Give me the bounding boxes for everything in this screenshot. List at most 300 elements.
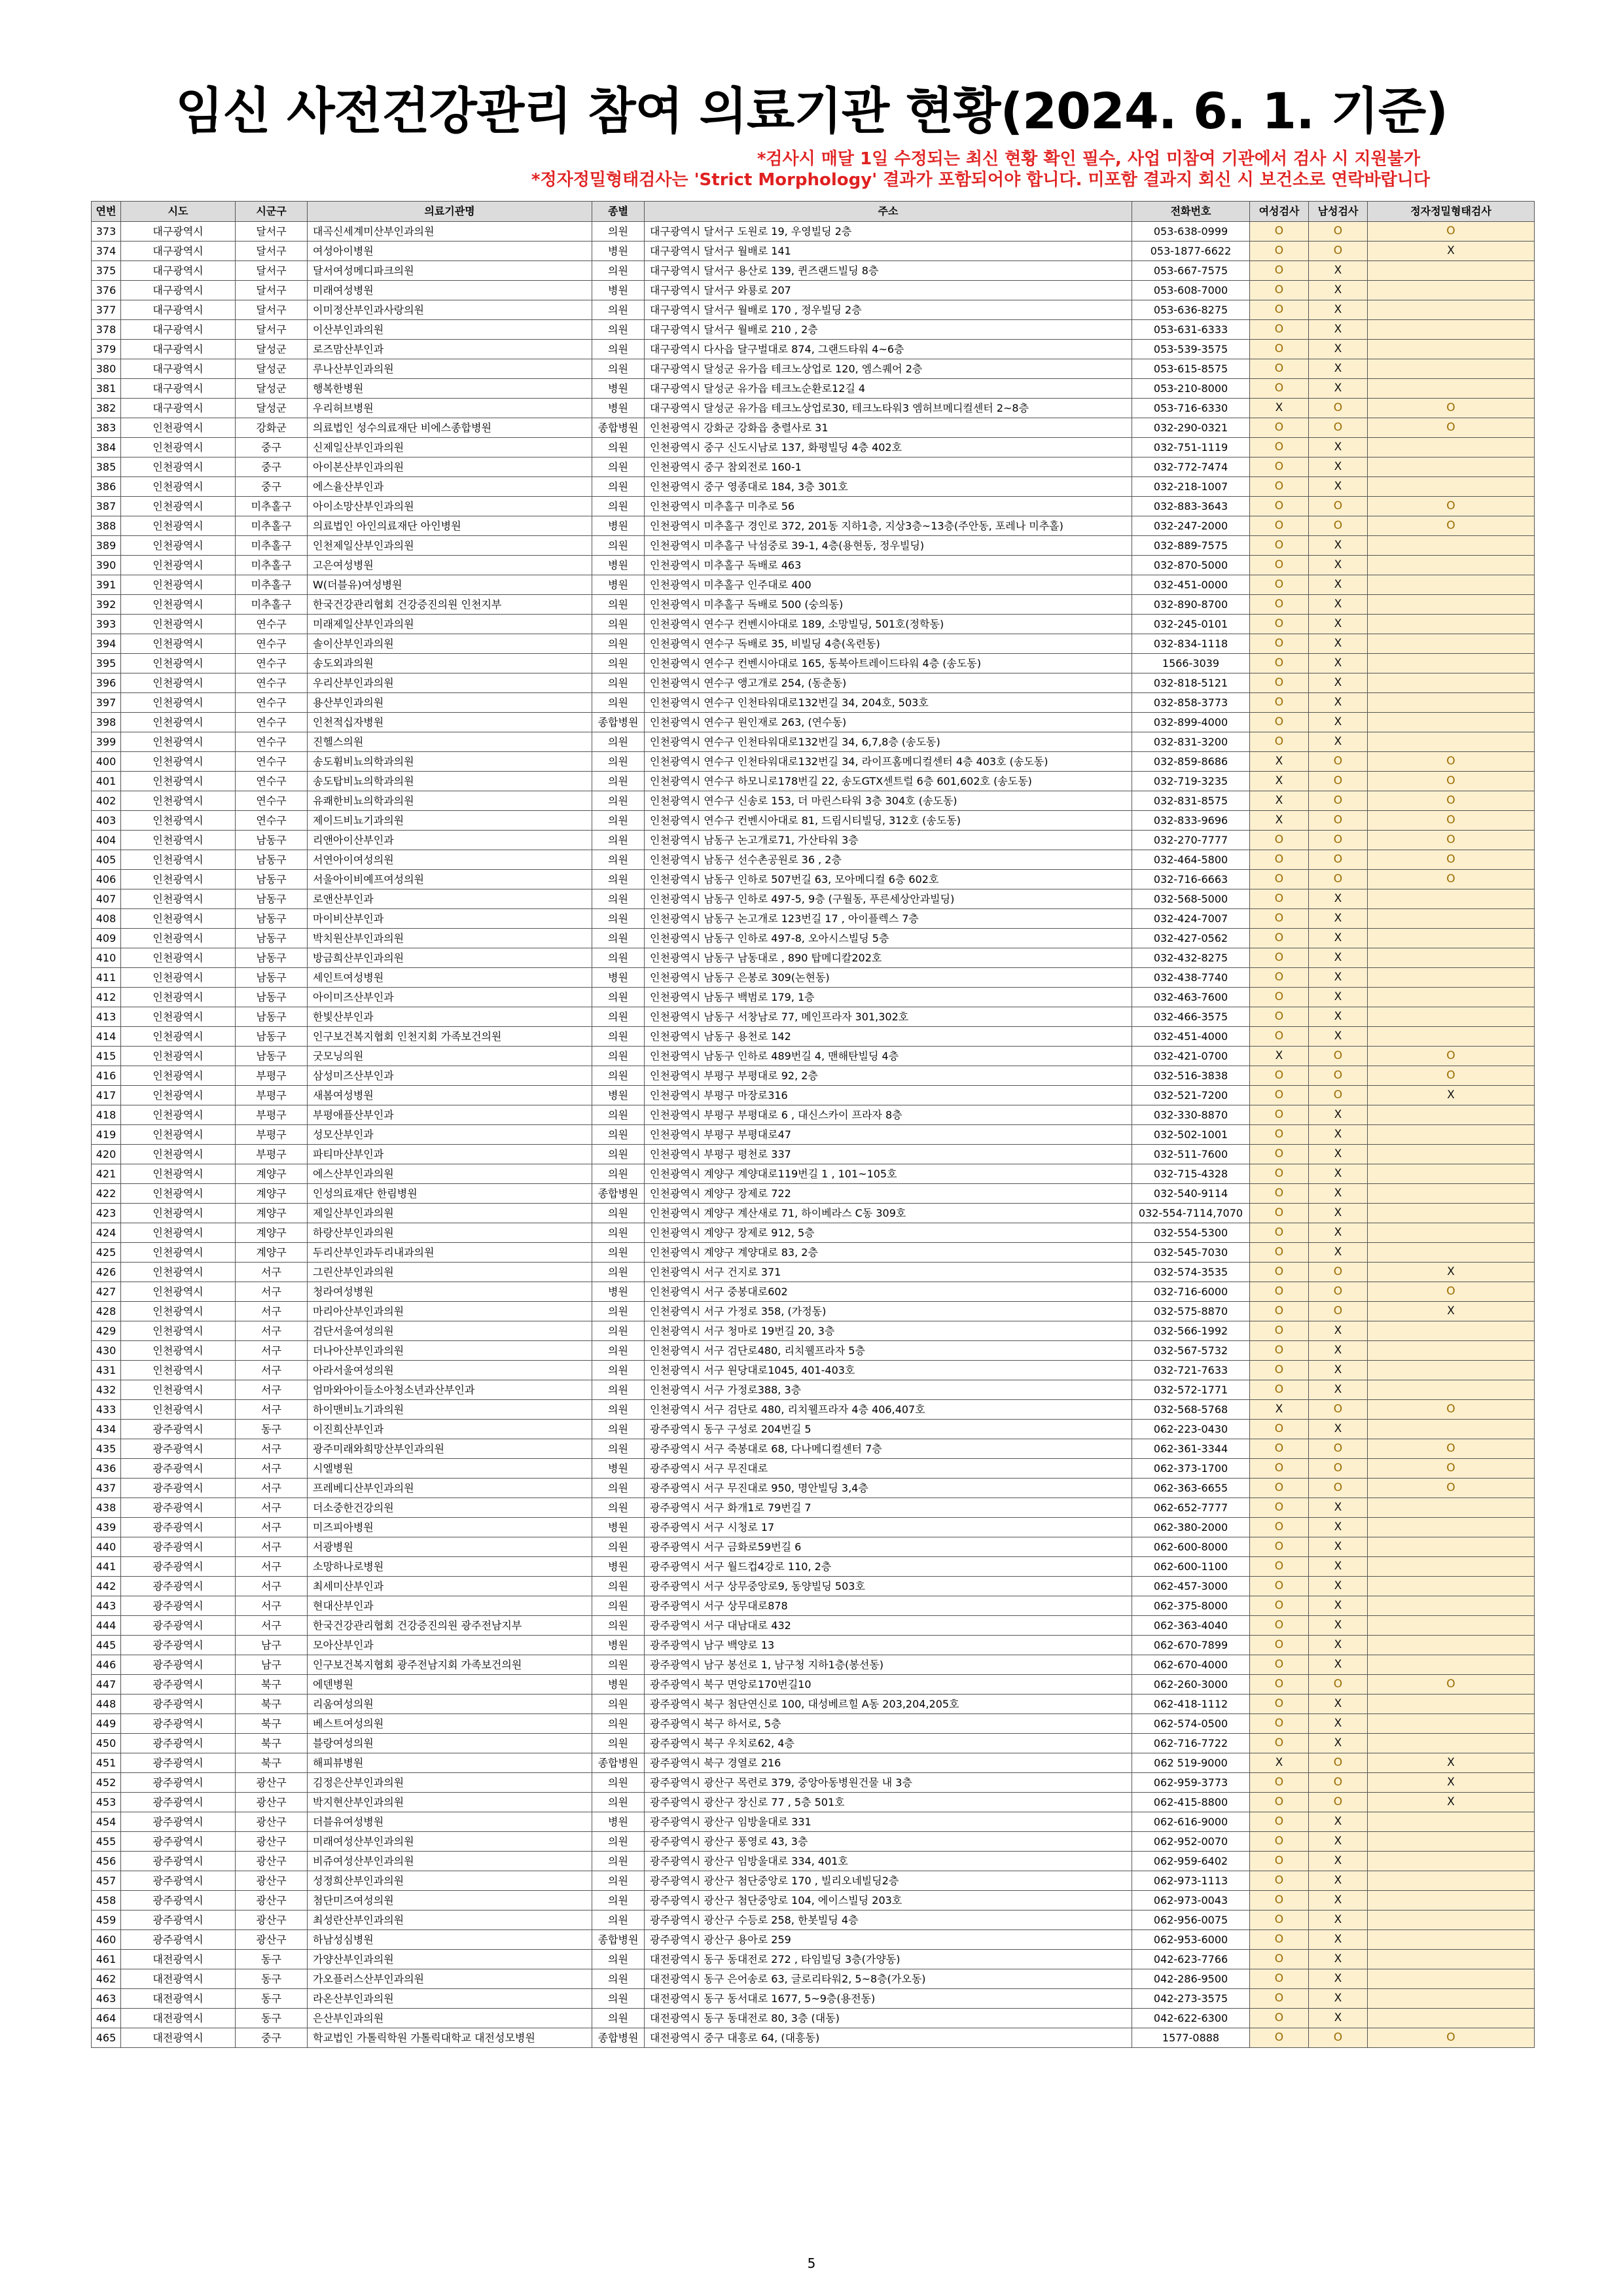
male-test: O	[1309, 791, 1368, 811]
male-test: X	[1309, 929, 1368, 948]
institution-type: 의원	[592, 811, 645, 831]
address: 인천광역시 서구 검단로 480, 리치웰프라자 4층 406,407호	[645, 1400, 1132, 1420]
institution-type: 의원	[592, 1047, 645, 1066]
institution-type: 의원	[592, 457, 645, 477]
table-row	[92, 1204, 1535, 1223]
female-test: O	[1250, 575, 1309, 595]
table-row	[92, 850, 1535, 870]
institution-type: 의원	[592, 673, 645, 693]
institution-type: 병원	[592, 399, 645, 418]
phone: 062-415-8800	[1132, 1793, 1250, 1812]
sperm-morphology-test: O	[1368, 772, 1535, 791]
address: 대구광역시 달성군 유가읍 테크노상업로 120, 엠스퀘어 2층	[645, 359, 1132, 379]
institution-type: 의원	[592, 929, 645, 948]
province: 광주광역시	[121, 1871, 236, 1891]
institution-name: 청라여성병원	[308, 1282, 592, 1302]
district: 계양구	[236, 1184, 308, 1204]
row-number: 448	[92, 1695, 121, 1714]
row-number: 429	[92, 1321, 121, 1341]
province: 대구광역시	[121, 340, 236, 359]
phone: 032-716-6000	[1132, 1282, 1250, 1302]
district: 서구	[236, 1361, 308, 1380]
institution-name: 한빛산부인과	[308, 1007, 592, 1027]
female-test: O	[1250, 1282, 1309, 1302]
address: 인천광역시 서구 중봉대로602	[645, 1282, 1132, 1302]
male-test: O	[1309, 242, 1368, 261]
row-number: 392	[92, 595, 121, 615]
phone: 032-545-7030	[1132, 1243, 1250, 1263]
sperm-morphology-test	[1368, 1204, 1535, 1223]
province: 광주광역시	[121, 1832, 236, 1852]
institution-type: 종합병원	[592, 1930, 645, 1950]
institution-type: 의원	[592, 1302, 645, 1321]
institution-name: 아이본산부인과의원	[308, 457, 592, 477]
address: 광주광역시 동구 구성로 204번길 5	[645, 1420, 1132, 1439]
institution-type: 병원	[592, 281, 645, 300]
male-test: O	[1309, 1263, 1368, 1282]
row-number: 377	[92, 300, 121, 320]
phone: 032-575-8870	[1132, 1302, 1250, 1321]
sperm-morphology-test	[1368, 1518, 1535, 1537]
male-test: X	[1309, 2009, 1368, 2028]
institution-type: 종합병원	[592, 1753, 645, 1773]
phone: 032-438-7740	[1132, 968, 1250, 988]
district: 서구	[236, 1263, 308, 1282]
male-test: X	[1309, 1910, 1368, 1930]
male-test: X	[1309, 1655, 1368, 1675]
phone: 032-834-1118	[1132, 634, 1250, 654]
institution-type: 의원	[592, 222, 645, 242]
district: 남동구	[236, 948, 308, 968]
province: 광주광역시	[121, 1734, 236, 1753]
table-row	[92, 418, 1535, 438]
province: 인천광역시	[121, 1400, 236, 1420]
sperm-morphology-test	[1368, 1989, 1535, 2009]
province: 광주광역시	[121, 1714, 236, 1734]
address: 인천광역시 연수구 원인재로 263, (연수동)	[645, 713, 1132, 732]
female-test: O	[1250, 1793, 1309, 1812]
row-number: 455	[92, 1832, 121, 1852]
district: 서구	[236, 1439, 308, 1459]
sperm-morphology-test	[1368, 261, 1535, 281]
male-test: X	[1309, 1125, 1368, 1145]
institution-type: 의원	[592, 1380, 645, 1400]
phone: 032-883-3643	[1132, 497, 1250, 516]
sperm-morphology-test	[1368, 693, 1535, 713]
address: 인천광역시 남동구 용천로 142	[645, 1027, 1132, 1047]
row-number: 394	[92, 634, 121, 654]
address: 인천광역시 계양구 계양대로119번길 1 , 101~105호	[645, 1164, 1132, 1184]
phone: 032-715-4328	[1132, 1164, 1250, 1184]
address: 광주광역시 광산구 수등로 258, 한봇빌딩 4층	[645, 1910, 1132, 1930]
phone: 062-670-4000	[1132, 1655, 1250, 1675]
table-row	[92, 654, 1535, 673]
institution-type: 의원	[592, 2009, 645, 2028]
institution-type: 병원	[592, 1812, 645, 1832]
phone: 032-572-1771	[1132, 1380, 1250, 1400]
institution-name: 에스율산부인과	[308, 477, 592, 497]
institution-name: 최세미산부인과	[308, 1577, 592, 1596]
male-test: X	[1309, 281, 1368, 300]
province: 광주광역시	[121, 1439, 236, 1459]
address: 인천광역시 중구 영종대로 184, 3층 301호	[645, 477, 1132, 497]
institution-name: 김정은산부인과의원	[308, 1773, 592, 1793]
female-test: O	[1250, 654, 1309, 673]
district: 미추홀구	[236, 556, 308, 575]
table-row	[92, 693, 1535, 713]
sperm-morphology-test: X	[1368, 1263, 1535, 1282]
province: 인천광역시	[121, 497, 236, 516]
female-test: O	[1250, 870, 1309, 889]
female-test: O	[1250, 968, 1309, 988]
address: 광주광역시 북구 면앙로170번길10	[645, 1675, 1132, 1695]
male-test: X	[1309, 1596, 1368, 1616]
institution-type: 의원	[592, 1989, 645, 2009]
row-number: 416	[92, 1066, 121, 1086]
table-row	[92, 1145, 1535, 1164]
phone: 032-574-3535	[1132, 1263, 1250, 1282]
row-number: 385	[92, 457, 121, 477]
institution-type: 의원	[592, 1204, 645, 1223]
sperm-morphology-test	[1368, 1321, 1535, 1341]
female-test: O	[1250, 1302, 1309, 1321]
phone: 062-953-6000	[1132, 1930, 1250, 1950]
institution-name: 하랑산부인과의원	[308, 1223, 592, 1243]
district: 북구	[236, 1734, 308, 1753]
female-test: O	[1250, 831, 1309, 850]
phone: 032-899-4000	[1132, 713, 1250, 732]
district: 연수구	[236, 772, 308, 791]
row-number: 426	[92, 1263, 121, 1282]
province: 인천광역시	[121, 1105, 236, 1125]
male-test: X	[1309, 1361, 1368, 1380]
address: 인천광역시 남동구 논고개로 123번길 17 , 아이플렉스 7층	[645, 909, 1132, 929]
district: 연수구	[236, 634, 308, 654]
address: 광주광역시 광산구 임방울대로 334, 401호	[645, 1852, 1132, 1871]
female-test: O	[1250, 320, 1309, 340]
institution-name: 인천적십자병원	[308, 713, 592, 732]
table-row	[92, 1243, 1535, 1263]
phone: 032-421-0700	[1132, 1047, 1250, 1066]
male-test: X	[1309, 1557, 1368, 1577]
table-row	[92, 359, 1535, 379]
institution-type: 의원	[592, 1400, 645, 1420]
district: 달서구	[236, 300, 308, 320]
male-test: O	[1309, 1400, 1368, 1420]
male-test: X	[1309, 948, 1368, 968]
institution-name: 세인트여성병원	[308, 968, 592, 988]
institution-name: 파티마산부인과	[308, 1145, 592, 1164]
address: 인천광역시 연수구 앵고개로 254, (동춘동)	[645, 673, 1132, 693]
institution-name: 삼성미즈산부인과	[308, 1066, 592, 1086]
male-test: X	[1309, 1871, 1368, 1891]
male-test: O	[1309, 772, 1368, 791]
sperm-morphology-test	[1368, 575, 1535, 595]
institution-name: 진헬스의원	[308, 732, 592, 752]
sperm-morphology-test	[1368, 1498, 1535, 1518]
row-number: 411	[92, 968, 121, 988]
phone: 053-608-7000	[1132, 281, 1250, 300]
table-row	[92, 948, 1535, 968]
female-test: O	[1250, 713, 1309, 732]
male-test: X	[1309, 1812, 1368, 1832]
row-number: 393	[92, 615, 121, 634]
male-test: X	[1309, 261, 1368, 281]
table-row	[92, 1577, 1535, 1596]
district: 달서구	[236, 320, 308, 340]
province: 광주광역시	[121, 1557, 236, 1577]
male-test: O	[1309, 1793, 1368, 1812]
phone: 062-959-6402	[1132, 1852, 1250, 1871]
district: 달성군	[236, 399, 308, 418]
district: 연수구	[236, 811, 308, 831]
female-test: O	[1250, 1361, 1309, 1380]
phone: 032-890-8700	[1132, 595, 1250, 615]
row-number: 443	[92, 1596, 121, 1616]
institution-name: 달서여성메디파크의원	[308, 261, 592, 281]
row-number: 458	[92, 1891, 121, 1910]
female-test: O	[1250, 1086, 1309, 1105]
col-header: 시도	[121, 202, 236, 222]
table-row	[92, 1930, 1535, 1950]
district: 연수구	[236, 673, 308, 693]
address: 대구광역시 달서구 월배로 210 , 2층	[645, 320, 1132, 340]
row-number: 419	[92, 1125, 121, 1145]
institution-name: 한국건강관리협회 건강증진의원 인천지부	[308, 595, 592, 615]
female-test: O	[1250, 1459, 1309, 1479]
notice-strict-morphology: *정자정밀형태검사는 'Strict Morphology' 결과가 포함되어야 합니다. 미포함 결과지 회신 시 보건소로 연락바랍니다	[531, 170, 1430, 190]
institution-type: 의원	[592, 1321, 645, 1341]
institution-type: 의원	[592, 1969, 645, 1989]
row-number: 373	[92, 222, 121, 242]
province: 인천광역시	[121, 595, 236, 615]
notice-update: *검사시 매달 1일 수정되는 최신 현황 확인 필수, 사업 미참여 기관에서 검사 시 지원불가	[757, 149, 1420, 169]
province: 대구광역시	[121, 300, 236, 320]
male-test: X	[1309, 1007, 1368, 1027]
sperm-morphology-test	[1368, 1105, 1535, 1125]
district: 계양구	[236, 1223, 308, 1243]
institution-type: 종합병원	[592, 1184, 645, 1204]
institution-type: 의원	[592, 1871, 645, 1891]
institution-type: 의원	[592, 752, 645, 772]
female-test: O	[1250, 1027, 1309, 1047]
female-test: O	[1250, 1989, 1309, 2009]
male-test: O	[1309, 1675, 1368, 1695]
table-row	[92, 242, 1535, 261]
institution-name: 아이미즈산부인과	[308, 988, 592, 1007]
district: 달서구	[236, 222, 308, 242]
address: 인천광역시 계양구 계양대로 83, 2층	[645, 1243, 1132, 1263]
row-number: 460	[92, 1930, 121, 1950]
row-number: 403	[92, 811, 121, 831]
institution-name: 마이비산부인과	[308, 909, 592, 929]
row-number: 433	[92, 1400, 121, 1420]
province: 인천광역시	[121, 791, 236, 811]
phone: 1577-0888	[1132, 2028, 1250, 2048]
province: 대구광역시	[121, 320, 236, 340]
province: 인천광역시	[121, 516, 236, 536]
address: 광주광역시 북구 경열로 216	[645, 1753, 1132, 1773]
row-number: 464	[92, 2009, 121, 2028]
male-test: X	[1309, 673, 1368, 693]
phone: 032-218-1007	[1132, 477, 1250, 497]
male-test: O	[1309, 418, 1368, 438]
province: 인천광역시	[121, 1380, 236, 1400]
phone: 062-670-7899	[1132, 1636, 1250, 1655]
sperm-morphology-test	[1368, 1655, 1535, 1675]
address: 인천광역시 부평구 마장로316	[645, 1086, 1132, 1105]
district: 남동구	[236, 889, 308, 909]
phone: 053-539-3575	[1132, 340, 1250, 359]
male-test: O	[1309, 1302, 1368, 1321]
sperm-morphology-test	[1368, 1577, 1535, 1596]
phone: 053-636-8275	[1132, 300, 1250, 320]
province: 인천광역시	[121, 772, 236, 791]
row-number: 378	[92, 320, 121, 340]
sperm-morphology-test: O	[1368, 752, 1535, 772]
male-test: X	[1309, 1420, 1368, 1439]
address: 인천광역시 계양구 장제로 722	[645, 1184, 1132, 1204]
institution-type: 의원	[592, 1852, 645, 1871]
institution-type: 병원	[592, 575, 645, 595]
table-row	[92, 1498, 1535, 1518]
table-row	[92, 575, 1535, 595]
address: 대구광역시 달성군 유가읍 테크노순환로12길 4	[645, 379, 1132, 399]
table-row	[92, 968, 1535, 988]
sperm-morphology-test	[1368, 673, 1535, 693]
institution-type: 의원	[592, 595, 645, 615]
phone: 053-667-7575	[1132, 261, 1250, 281]
province: 인천광역시	[121, 673, 236, 693]
female-test: O	[1250, 1655, 1309, 1675]
male-test: O	[1309, 1066, 1368, 1086]
address: 인천광역시 미추홀구 인주대로 400	[645, 575, 1132, 595]
province: 대전광역시	[121, 1950, 236, 1969]
female-test: O	[1250, 948, 1309, 968]
phone: 032-554-5300	[1132, 1223, 1250, 1243]
table-row	[92, 713, 1535, 732]
table-row	[92, 1832, 1535, 1852]
district: 북구	[236, 1714, 308, 1734]
phone: 062-260-3000	[1132, 1675, 1250, 1695]
row-number: 413	[92, 1007, 121, 1027]
col-header: 전화번호	[1132, 202, 1250, 222]
male-test: O	[1309, 1282, 1368, 1302]
row-number: 459	[92, 1910, 121, 1930]
phone: 032-464-5800	[1132, 850, 1250, 870]
sperm-morphology-test	[1368, 929, 1535, 948]
male-test: X	[1309, 1105, 1368, 1125]
male-test: X	[1309, 438, 1368, 457]
table-row	[92, 1361, 1535, 1380]
district: 북구	[236, 1675, 308, 1695]
sperm-morphology-test: O	[1368, 1479, 1535, 1498]
table-row	[92, 1734, 1535, 1753]
institution-type: 의원	[592, 320, 645, 340]
institution-type: 의원	[592, 1027, 645, 1047]
address: 인천광역시 중구 참외전로 160-1	[645, 457, 1132, 477]
row-number: 449	[92, 1714, 121, 1734]
address: 인천광역시 남동구 인하로 507번길 63, 모아메디컬 6층 602호	[645, 870, 1132, 889]
table-row	[92, 1910, 1535, 1930]
institution-type: 의원	[592, 948, 645, 968]
row-number: 423	[92, 1204, 121, 1223]
phone: 062-380-2000	[1132, 1518, 1250, 1537]
province: 대전광역시	[121, 2028, 236, 2048]
phone: 053-716-6330	[1132, 399, 1250, 418]
institution-name: 행복한병원	[308, 379, 592, 399]
address: 인천광역시 연수구 독배로 35, 비빌딩 4층(옥련동)	[645, 634, 1132, 654]
institution-type: 병원	[592, 1086, 645, 1105]
institution-name: 서연아이여성의원	[308, 850, 592, 870]
phone: 062-418-1112	[1132, 1695, 1250, 1714]
female-test: O	[1250, 2009, 1309, 2028]
province: 인천광역시	[121, 1204, 236, 1223]
row-number: 420	[92, 1145, 121, 1164]
male-test: O	[1309, 1439, 1368, 1459]
institution-name: 의료법인 아인의료재단 아인병원	[308, 516, 592, 536]
district: 부평구	[236, 1105, 308, 1125]
address: 인천광역시 연수구 컨벤시아대로 165, 동북아트레이드타워 4층 (송도동)	[645, 654, 1132, 673]
male-test: O	[1309, 516, 1368, 536]
address: 인천광역시 연수구 신송로 153, 더 마린스타워 3층 304호 (송도동)	[645, 791, 1132, 811]
institution-name: 성모산부인과	[308, 1125, 592, 1145]
province: 인천광역시	[121, 811, 236, 831]
row-number: 398	[92, 713, 121, 732]
address: 인천광역시 부평구 부평대로 92, 2층	[645, 1066, 1132, 1086]
province: 인천광역시	[121, 752, 236, 772]
sperm-morphology-test	[1368, 1871, 1535, 1891]
institution-name: 박치원산부인과의원	[308, 929, 592, 948]
institution-name: 비쥬여성산부인과의원	[308, 1852, 592, 1871]
institution-type: 의원	[592, 1243, 645, 1263]
phone: 032-451-4000	[1132, 1027, 1250, 1047]
phone: 032-554-7114,7070	[1132, 1204, 1250, 1223]
province: 인천광역시	[121, 732, 236, 752]
district: 남동구	[236, 988, 308, 1007]
institution-name: 서광병원	[308, 1537, 592, 1557]
male-test: X	[1309, 1989, 1368, 2009]
province: 인천광역시	[121, 1321, 236, 1341]
table-row	[92, 1302, 1535, 1321]
sperm-morphology-test	[1368, 281, 1535, 300]
male-test: X	[1309, 340, 1368, 359]
row-number: 402	[92, 791, 121, 811]
phone: 1566-3039	[1132, 654, 1250, 673]
institution-name: 해피뷰병원	[308, 1753, 592, 1773]
table-row	[92, 516, 1535, 536]
institution-type: 의원	[592, 1793, 645, 1812]
female-test: O	[1250, 1145, 1309, 1164]
institution-name: 로앤산부인과	[308, 889, 592, 909]
female-test: X	[1250, 791, 1309, 811]
institution-type: 의원	[592, 850, 645, 870]
district: 서구	[236, 1518, 308, 1537]
institution-name: 아이소망산부인과의원	[308, 497, 592, 516]
institution-type: 병원	[592, 1675, 645, 1695]
row-number: 397	[92, 693, 121, 713]
table-row	[92, 1871, 1535, 1891]
table-row	[92, 2028, 1535, 2048]
phone: 032-568-5000	[1132, 889, 1250, 909]
male-test: X	[1309, 457, 1368, 477]
female-test: O	[1250, 1577, 1309, 1596]
institution-type: 종합병원	[592, 2028, 645, 2048]
row-number: 441	[92, 1557, 121, 1577]
phone: 032-719-3235	[1132, 772, 1250, 791]
male-test: X	[1309, 536, 1368, 556]
district: 동구	[236, 1950, 308, 1969]
